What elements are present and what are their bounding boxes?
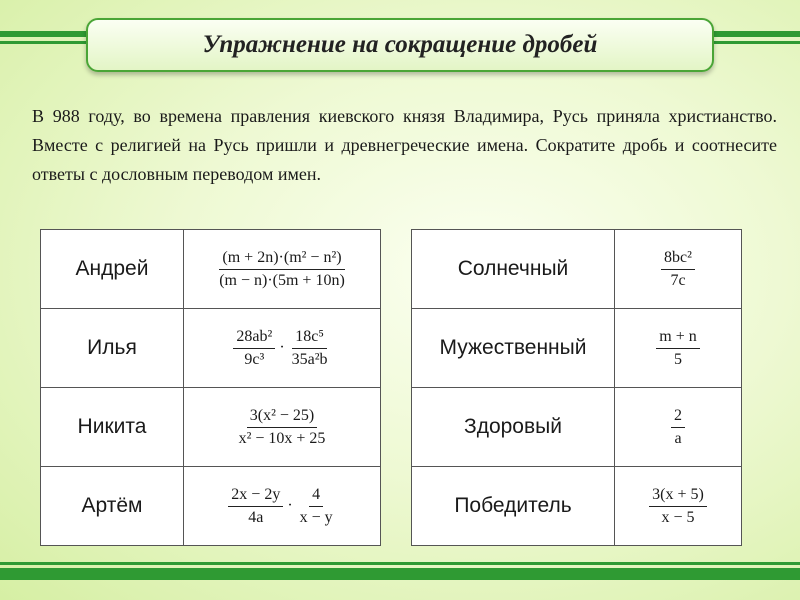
table-row <box>412 230 742 309</box>
table-row <box>41 309 381 388</box>
numerator: 2x − 2y <box>228 486 283 507</box>
fraction <box>228 486 283 527</box>
meaning-cell: Здоровый <box>412 388 615 467</box>
meaning-cell: Солнечный <box>412 230 615 309</box>
table-row <box>41 230 381 309</box>
fraction <box>649 486 707 527</box>
numerator: 2 <box>671 407 685 428</box>
names-table <box>40 229 381 546</box>
denominator: 7c <box>670 271 686 289</box>
expression-cell <box>184 467 381 546</box>
table-row <box>41 467 381 546</box>
numerator: (m + 2n)·(m² − n²) <box>219 249 344 270</box>
numerator: 8bc² <box>661 249 695 270</box>
table-row <box>412 467 742 546</box>
bottom-stripe-thick <box>0 568 800 580</box>
table-row <box>412 388 742 467</box>
fraction <box>236 407 329 448</box>
name-cell: Никита <box>41 388 184 467</box>
answer-cell <box>615 309 742 388</box>
numerator: 3(x² − 25) <box>247 407 317 428</box>
expression-cell <box>184 388 381 467</box>
fraction <box>297 486 336 527</box>
fraction <box>289 328 331 369</box>
answer-cell <box>615 388 742 467</box>
fraction <box>216 249 348 290</box>
denominator: (m − n)·(5m + 10n) <box>219 271 345 289</box>
page-title: Упражнение на сокращение дробей <box>202 31 598 58</box>
table-row <box>412 309 742 388</box>
bottom-stripe-thin <box>0 562 800 565</box>
numerator: 4 <box>309 486 323 507</box>
intro-text: В 988 году, во времена правления киевского князя Владимира, Русь приняла христианство. Вместе с религией на Русь пришли и древнегреческие имена. Сократите дробь и соотнесите ответы с дословным переводом имен. <box>32 106 777 184</box>
denominator: a <box>674 429 682 447</box>
multiply-dot: · <box>279 339 285 356</box>
denominator: 9c³ <box>244 350 265 368</box>
name-cell: Артём <box>41 467 184 546</box>
table-row <box>41 388 381 467</box>
fraction <box>233 328 275 369</box>
denominator: 35a²b <box>291 350 328 368</box>
meanings-table <box>411 229 742 546</box>
multiply-dot: · <box>287 497 293 514</box>
numerator: 18c⁵ <box>292 328 327 349</box>
answer-cell <box>615 467 742 546</box>
fraction <box>671 407 685 448</box>
answer-cell <box>615 230 742 309</box>
name-cell: Илья <box>41 309 184 388</box>
denominator: 5 <box>674 350 682 368</box>
expression-cell <box>184 309 381 388</box>
numerator: m + n <box>656 328 699 349</box>
expression-cell <box>184 230 381 309</box>
denominator: x² − 10x + 25 <box>238 429 326 447</box>
meaning-cell: Мужественный <box>412 309 615 388</box>
title-box <box>86 18 714 72</box>
fraction <box>661 249 695 290</box>
fraction <box>656 328 699 369</box>
meaning-cell: Победитель <box>412 467 615 546</box>
name-cell: Андрей <box>41 230 184 309</box>
denominator: x − y <box>299 508 333 526</box>
denominator: x − 5 <box>661 508 695 526</box>
numerator: 28ab² <box>233 328 275 349</box>
numerator: 3(x + 5) <box>649 486 707 507</box>
denominator: 4a <box>248 508 264 526</box>
